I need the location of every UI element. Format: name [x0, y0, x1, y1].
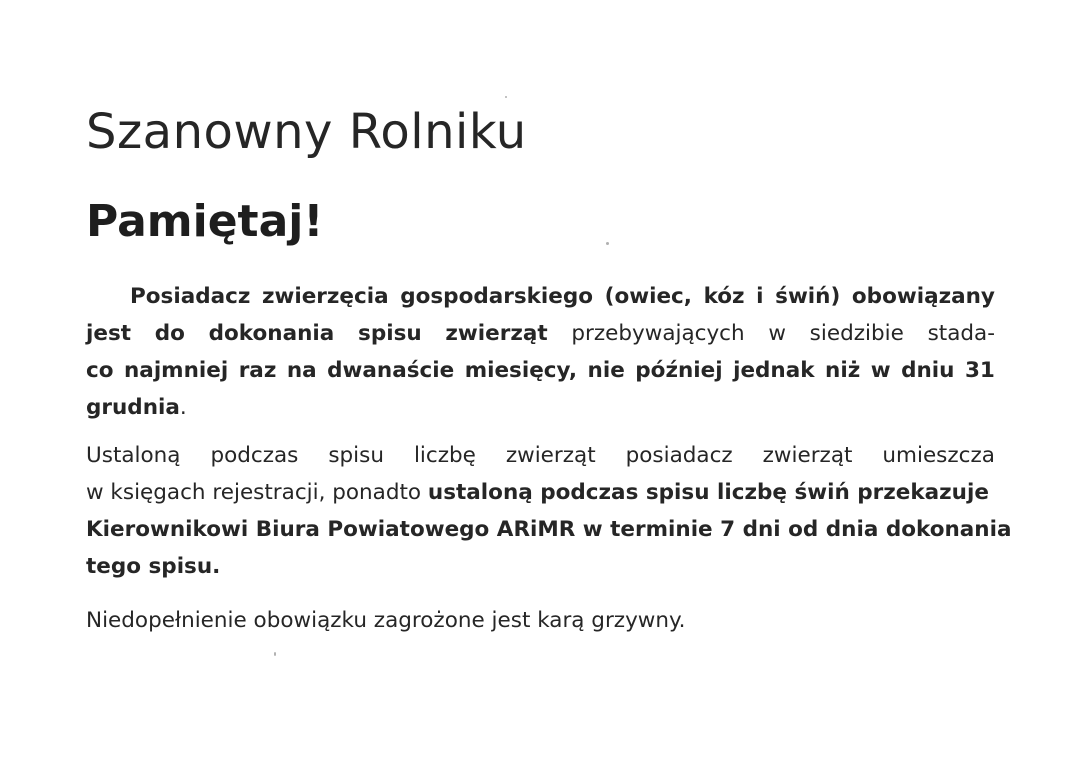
text-bold: tego spisu.	[86, 554, 221, 579]
heading: Pamiętaj!	[86, 196, 324, 247]
word: liczbę	[413, 443, 476, 468]
word: dwanaście	[327, 358, 455, 383]
word: stada-	[927, 321, 995, 346]
word: podczas	[210, 443, 299, 468]
text-bold: grudnia	[86, 395, 180, 420]
word: spisu	[358, 321, 422, 346]
paragraph-1-line-1	[86, 278, 995, 315]
paragraph-1	[86, 278, 995, 426]
word: posiadacz	[625, 443, 733, 468]
word: do	[154, 321, 185, 346]
word: i	[756, 284, 764, 309]
scan-speck	[274, 652, 276, 656]
word: obowiązany	[851, 284, 995, 309]
word: najmniej	[124, 358, 229, 383]
paragraph-2	[86, 437, 1012, 585]
text-normal: .	[179, 395, 187, 420]
word: dniu	[901, 358, 955, 383]
word: Posiadacz	[130, 284, 251, 309]
word: nie	[587, 358, 625, 383]
text-bold: Kierownikowi Biura Powiatowego ARiMR w terminie 7 dni od dnia dokonania	[86, 517, 1012, 542]
word: gospodarskiego	[400, 284, 594, 309]
word: umieszcza	[882, 443, 995, 468]
word: w	[870, 358, 891, 383]
word: raz	[238, 358, 277, 383]
paragraph-3	[86, 602, 686, 639]
word: spisu	[328, 443, 384, 468]
word: dokonania	[208, 321, 335, 346]
text-normal: Niedopełnienie obowiązku zagrożone jest karą grzywny.	[86, 608, 686, 633]
text-normal: w księgach rejestracji, ponadto	[86, 480, 428, 505]
paragraph-2-line-3	[86, 511, 1012, 548]
word: niż	[825, 358, 861, 383]
word: kóz	[703, 284, 745, 309]
document-page	[86, 0, 1012, 768]
word: świń)	[775, 284, 841, 309]
word: siedzibie	[809, 321, 904, 346]
paragraph-1-line-2	[86, 315, 995, 352]
word: w	[768, 321, 786, 346]
word: jest	[86, 321, 132, 346]
greeting: Szanowny Rolniku	[86, 104, 527, 160]
word: zwierząt	[445, 321, 548, 346]
paragraph-2-line-2	[86, 474, 995, 511]
word: na	[286, 358, 317, 383]
paragraph-2-line-1	[86, 437, 995, 474]
scan-speck	[606, 242, 609, 245]
word: zwierzęcia	[261, 284, 389, 309]
paragraph-1-line-4	[86, 389, 995, 426]
word: co	[86, 358, 114, 383]
word: przebywających	[571, 321, 745, 346]
word: miesięcy,	[464, 358, 578, 383]
scan-speck	[505, 96, 507, 98]
word: jednak	[733, 358, 815, 383]
word: (owiec,	[604, 284, 692, 309]
word: zwierząt	[505, 443, 596, 468]
paragraph-3-line-1	[86, 602, 686, 639]
word: 31	[964, 358, 995, 383]
word: później	[635, 358, 723, 383]
paragraph-1-line-3	[86, 352, 995, 389]
word: Ustaloną	[86, 443, 181, 468]
text-bold: ustaloną podczas spisu liczbę świń przekazuje	[427, 480, 989, 505]
word: zwierząt	[762, 443, 853, 468]
paragraph-2-line-4	[86, 548, 995, 585]
